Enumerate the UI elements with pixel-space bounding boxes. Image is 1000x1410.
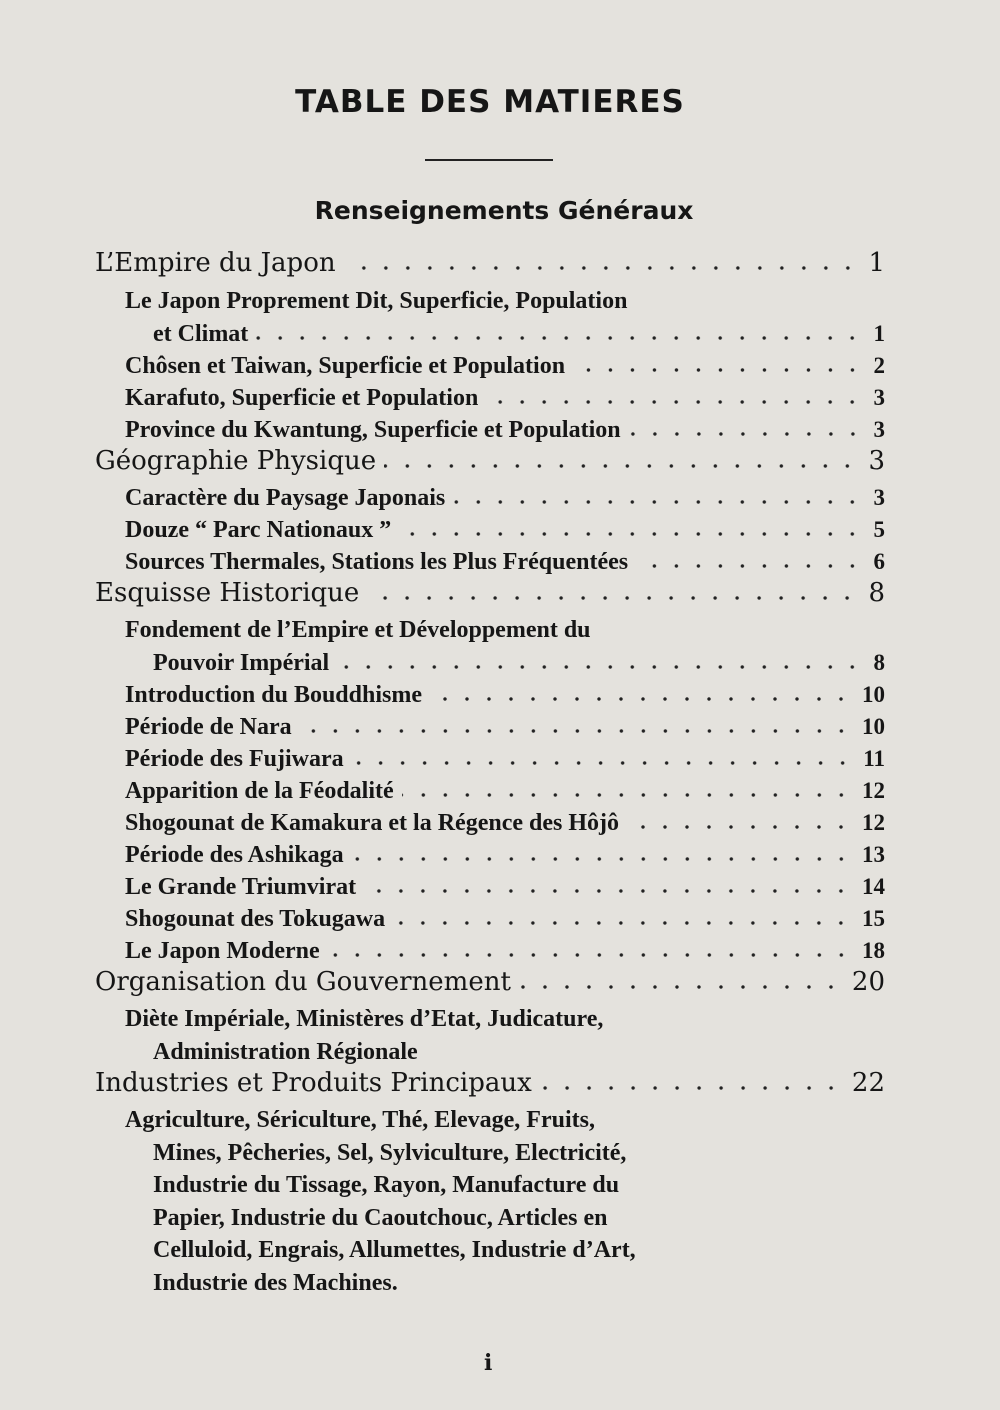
toc-page-number: 3 xyxy=(873,417,885,442)
toc-page-number: 10 xyxy=(862,714,885,739)
dot-leader xyxy=(402,792,852,798)
toc-entry-line xyxy=(0,681,885,709)
toc-page-number: 2 xyxy=(873,353,885,378)
toc-entry-line xyxy=(0,1139,626,1167)
toc-entry-line xyxy=(0,484,885,512)
toc-entry-title: Organisation du Gouvernement xyxy=(95,967,511,997)
toc-entry-line xyxy=(0,873,885,901)
toc-entry-line xyxy=(0,1269,398,1297)
toc-entry-title: Douze “ Parc Nationaux ” xyxy=(125,517,392,543)
toc-entry-title: Le Japon Moderne xyxy=(125,938,320,964)
toc-entry-title: Géographie Physique xyxy=(95,446,377,476)
toc-entry-title: Caractère du Paysage Japonais xyxy=(125,485,446,511)
toc-page-number: 22 xyxy=(851,1068,885,1098)
toc-entry-title: Papier, Industrie du Caoutchouc, Articles en xyxy=(153,1204,608,1231)
toc-entry-line xyxy=(0,548,885,576)
toc-entry-line xyxy=(0,1236,636,1264)
toc-entry-title: Apparition de la Féodalité xyxy=(125,778,394,804)
section-heading: Renseignements Généraux xyxy=(314,196,694,225)
toc-entry-title: Industries et Produits Principaux xyxy=(95,1068,532,1098)
toc-page-number: 8 xyxy=(868,578,885,608)
toc-entry-title: Chôsen et Taiwan, Superficie et Population xyxy=(125,353,566,379)
toc-entry-line xyxy=(0,516,885,544)
toc-entry-title: Agriculture, Sériculture, Thé, Elevage, Fruits, xyxy=(125,1107,595,1133)
toc-entry-title: Industrie du Tissage, Rayon, Manufacture du xyxy=(153,1172,620,1198)
toc-page-number: 14 xyxy=(862,874,885,899)
dot-leader xyxy=(352,760,854,766)
toc-entry-title: Fondement de l’Empire et Développement du xyxy=(125,617,591,643)
toc-entry-line xyxy=(0,1171,619,1199)
toc-page-number: 3 xyxy=(873,385,885,410)
toc-entry-line xyxy=(0,809,885,837)
title-divider xyxy=(425,159,553,161)
toc-entry-line xyxy=(0,905,885,933)
toc-entry-line xyxy=(0,967,885,997)
toc-entry-title: Introduction du Bouddhisme xyxy=(125,682,422,708)
toc-entry-line xyxy=(0,416,885,444)
toc-entry-line xyxy=(0,713,885,741)
toc-entry-title: Administration Régionale xyxy=(153,1038,418,1065)
dot-leader xyxy=(337,664,863,670)
dot-leader xyxy=(519,984,842,990)
page-number: i xyxy=(484,1350,493,1376)
toc-entry-title: Province du Kwantung, Superficie et Population xyxy=(125,417,621,443)
dot-leader xyxy=(328,952,852,958)
toc-entry-line xyxy=(0,1005,603,1033)
toc-entry-title: Période des Fujiwara xyxy=(125,746,344,772)
toc-entry-title: Shogounat des Tokugawa xyxy=(125,906,386,932)
toc-entry-title: Période des Ashikaga xyxy=(125,842,344,868)
toc-entry-title: Mines, Pêcheries, Sel, Sylviculture, Electricité, xyxy=(153,1139,627,1166)
toc-page-number: 8 xyxy=(873,649,885,675)
dot-leader xyxy=(399,531,863,537)
toc-entry-line xyxy=(0,1204,607,1232)
dot-leader xyxy=(627,824,852,830)
toc-entry-line xyxy=(0,320,885,348)
toc-entry-line xyxy=(0,578,885,608)
toc-entry-line xyxy=(0,287,627,315)
toc-entry-line xyxy=(0,616,591,644)
toc-entry-line xyxy=(0,937,885,965)
toc-entry-line xyxy=(0,1106,595,1134)
toc-entry-title: et Climat xyxy=(153,320,249,347)
toc-entry-title: Esquisse Historique xyxy=(95,578,360,608)
toc-page-number: 12 xyxy=(862,810,885,835)
toc-entry-line xyxy=(0,384,885,412)
dot-leader xyxy=(629,431,864,437)
toc-page-number: 3 xyxy=(868,446,885,476)
toc-page-number: 15 xyxy=(862,906,885,931)
toc-entry-title: Le Grande Triumvirat xyxy=(125,874,357,900)
toc-page-number: 13 xyxy=(862,842,885,867)
dot-leader xyxy=(540,1085,842,1091)
toc-entry-title: Industrie des Machines. xyxy=(153,1269,398,1296)
toc-entry-line xyxy=(0,446,885,476)
dot-leader xyxy=(384,463,858,469)
toc-entry-title: Pouvoir Impérial xyxy=(153,649,330,676)
toc-page-number: 10 xyxy=(862,682,885,707)
toc-entry-title: Shogounat de Kamakura et la Régence des Hôjô xyxy=(125,810,619,836)
toc-entry-line xyxy=(0,841,885,869)
toc-entry-title: L’Empire du Japon xyxy=(95,248,336,278)
toc-page-number: 12 xyxy=(862,778,885,803)
toc-entry-line xyxy=(0,649,885,677)
toc-entry-line xyxy=(0,248,885,278)
dot-leader xyxy=(256,335,863,341)
toc-entry-title: Le Japon Proprement Dit, Superficie, Population xyxy=(125,288,628,314)
toc-page-number: 1 xyxy=(868,248,885,278)
dot-leader xyxy=(352,856,852,862)
dot-leader xyxy=(364,888,852,894)
toc-entry-title: Sources Thermales, Stations les Plus Fréquentées xyxy=(125,549,629,575)
dot-leader xyxy=(367,595,858,601)
toc-page-number: 3 xyxy=(873,485,885,510)
dot-leader xyxy=(636,563,863,569)
toc-entry-title: Celluloid, Engrais, Allumettes, Industrie d’Art, xyxy=(153,1237,636,1263)
dot-leader xyxy=(300,728,852,734)
toc-page-number: 18 xyxy=(862,938,885,963)
toc-entry-line xyxy=(0,352,885,380)
toc-page-number: 20 xyxy=(851,967,885,997)
toc-entry-title: Karafuto, Superficie et Population xyxy=(125,385,479,411)
dot-leader xyxy=(393,920,852,926)
toc-entry-line xyxy=(0,745,885,773)
toc-page-number: 5 xyxy=(873,517,885,542)
toc-entry-title: Période de Nara xyxy=(125,714,292,740)
toc-entry-title: Diète Impériale, Ministères d’Etat, Judicature, xyxy=(125,1006,604,1032)
toc-page-number: 1 xyxy=(873,320,885,346)
page-title: TABLE DES MATIERES xyxy=(295,84,685,120)
toc-page-number: 11 xyxy=(863,746,885,771)
toc-page-number: 6 xyxy=(873,549,885,574)
toc-entry-line xyxy=(0,1068,885,1098)
dot-leader xyxy=(344,265,859,271)
toc-entry-line xyxy=(0,1038,418,1066)
dot-leader xyxy=(453,499,863,505)
dot-leader xyxy=(573,367,863,373)
toc-entry-line xyxy=(0,777,885,805)
dot-leader xyxy=(486,399,863,405)
dot-leader xyxy=(430,696,852,702)
